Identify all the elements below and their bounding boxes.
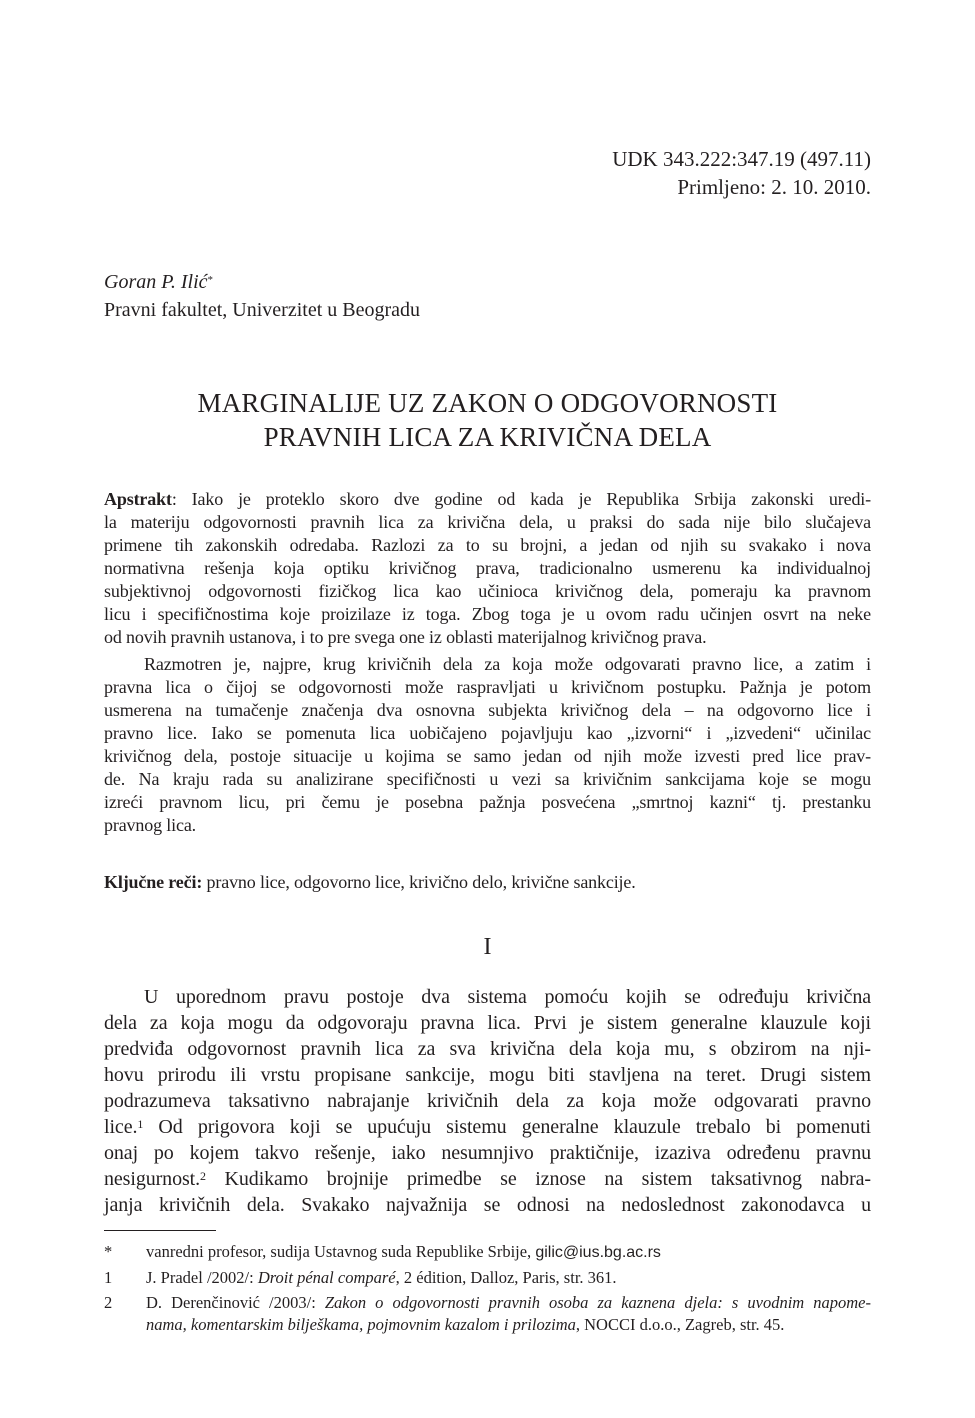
footnote-divider [104, 1230, 216, 1231]
abstract-line: Razmotren je, najpre, krug krivičnih dela za koja može odgovarati pravno lice, a zatim i [144, 654, 871, 674]
author-email-link[interactable]: gilic@ius.bg.ac.rs [535, 1244, 661, 1261]
title-line-1: MARGINALIJE UZ ZAKON O ODGOVORNOSTI [197, 388, 778, 418]
abstract [104, 488, 871, 837]
udk-code: UDK 343.222:347.19 (497.11) [612, 147, 871, 171]
title-line-2: PRAVNIH LICA ZA KRIVIČNA DELA [263, 422, 712, 452]
author-footnote-mark[interactable]: * [207, 274, 214, 286]
body-line: nesigurnost.$^2$ Kudikamo brojnije primedbe se iznose na sistem taksativnog nabra- [104, 1168, 871, 1190]
keywords [104, 871, 871, 894]
body-paragraph [104, 984, 871, 1218]
body-line: predviđa odgovornost pravnih lica za sva krivična dela koja mu, s obzirom na nji- [104, 1038, 871, 1060]
footnote-ref-2[interactable]: 2 [200, 1169, 206, 1183]
abstract-line: usmerena na tumačenje značenja dva osnovna subjekta krivičnog dela – na odgovorno lice i [104, 700, 871, 720]
abstract-line: de. Na kraju rada su analizirane specifičnosti u vezi sa krivičnim sankcijama koje se mogu [104, 769, 871, 789]
abstract-line: primene tih zakonskih odredaba. Razlozi za to su brojni, a jedan od njih su svakako i nova [104, 535, 871, 555]
abstract-line: licu i specifičnostima koje proizilaze iz toga. Zbog toga je u ovom radu učinjen osvrt na neke [104, 604, 871, 624]
abstract-line: la materiju odgovornosti pravnih lica za krivična dela, u praksi do sada nije bilo slučajeva [104, 512, 871, 532]
body-line: dela za koja mogu da odgovoraju pravna lica. Prvi je sistem generalne klauzule koji [104, 1012, 871, 1034]
body-line: hovu prirodu ili vrstu propisane sankcije, mogu biti stavljena na teret. Drugi sistem [104, 1064, 871, 1086]
abstract-line: krivičnog dela, postoje situacije u kojima se samo jedan od njih može izvesti pred lice prav- [104, 746, 871, 766]
abstract-line: izreći pravnom licu, pri čemu je posebna pažnja posvećena „smrtnoj kazni“ tj. prestanku [104, 792, 871, 812]
footnote-ref-1[interactable]: 1 [137, 1117, 144, 1131]
document-page: UDK 343.222:347.19 (497.11) Primljeno: 2. 10. 2010. Goran P. Ilić* Pravni fakultet, Univerzitet u Beogradu MARGINALIJE UZ ZAKON O ODGOVORNOSTI PRAVNIH LICA ZA KRIVIČNA DELA Apstrakt: Iako je proteklo skoro dve godine od kada je Republika Srbija zakonski uredi- la materiju odgovornosti pravnih lica za krivična dela, u praksi do sada nije bilo slučajeva primene tih zakonskih odredaba. Razlozi za to su brojni, a jedan od njih su svakako i nova normativna rešenja koja optiku krivičnog prava, tradicionalno usmerenu ka individualnoj subjektivnoj odgovornosti fizičkog lica kao učinioca krivičnog dela, pomeraju ka pravnom licu i specifičnostima koje proizilaze iz toga. Zbog toga je u ovom radu učinjen osvrt na neke od novih pravnih ustanova, i to pre svega one iz oblasti materijalnog krivičnog prava. Razmotren je, najpre, krug krivičnih dela za koja može odgovarati pravno lice, a zatim i pravna lica o čijoj se odgovornosti može raspravljati u krivičnom postupku. Pažnja je potom usmerena na tumačenje značenja dva osnovna subjekta krivičnog dela – na odgovorno lice i pravno lice. Iako se pomenuta lica uobičajeno pojavljuju kao „izvorni“ i „izvedeni“ učinilac krivičnog dela, postoje situacije u kojima se samo jedan od njih može izvesti pred lice prav- de. Na kraju rada su analizirane specifičnosti u vezi sa krivičnim sankcijama koje se mogu izreći pravnom licu, pri čemu je posebna pažnja posvećena „smrtnoj kazni“ tj. prestanku pravnog lica. Ključne reči: pravno lice, odgovorno lice, krivično delo, krivične sankcije. I U uporednom pravu postoje dva sistema pomoću kojih se određuju krivična dela za koja mogu da odgovoraju pravna lica. Prvi je sistem generalne klauzule koji predviđa odgovornost pravnih lica za sva krivična dela koja mu, s obzirom na nji- hovu prirodu ili vrstu propisane sankcije, mogu biti stavljena na teret. Drugi sistem podrazumeva taksativno nabrajanje krivičnih dela za koja može odgovarati pravno lice.$^1$ Od prigovora koji se upućuju sistemu generalne klauzule trebalo bi pomenuti onaj po kojem takvo rešenje, iako nesumnjivo praktičnije, izaziva određenu pravnu nesigurnost.$^2$ Kudikamo brojnije primedbe se iznose na sistem taksativnog nabra- janja krivičnih dela. Svakako najvažnija se odnosi na nedoslednost zakonodavca u * vanredni profesor, sudija Ustavnog suda Republike Srbije, gilic@ius.bg.ac.rs 1 J. Pradel /2002/: Droit pénal comparé, 2 édition, Dalloz, Paris, str. 361. 2 D. Derenčinović /2003/: Zakon o odgovornosti pravnih osoba za kaznena djela: s uvodnim napome- nama, komentarskim bilješkama, pojmovnim kazalom i prilozima, NOCCI d.o.o., Zagreb, str. 45. [0, 0, 975, 1418]
section-heading: I [483, 934, 492, 960]
body-line: U uporednom pravu postoje dva sistema pomoću kojih se određuju krivična [144, 986, 871, 1008]
keywords-text: pravno lice, odgovorno lice, krivično delo, krivične sankcije. [202, 872, 636, 892]
abstract-line: pravna lica o čijoj se odgovornosti može raspravljati u krivičnom postupku. Pažnja je potom [104, 677, 871, 697]
article-meta [612, 145, 871, 201]
author-block [104, 268, 420, 324]
abstract-line: pravnog lica. [104, 815, 197, 835]
abstract-line: od novih pravnih ustanova, i to pre svega one iz oblasti materijalnog krivičnog prava. [104, 627, 707, 647]
abstract-label: Apstrakt [104, 489, 172, 509]
body-line: onaj po kojem takvo rešenje, iako nesumnjivo praktičnije, izaziva određenu pravnu [104, 1142, 871, 1164]
body-line: lice.$^1$ Od prigovora koji se upućuju sistemu generalne klauzule trebalo bi pomenuti [104, 1116, 871, 1138]
keywords-label: Ključne reči: [104, 872, 203, 892]
body-line: janja krivičnih dela. Svakako najvažnija se odnosi na nedoslednost zakonodavca u [104, 1194, 871, 1216]
footnote-mark: * [104, 1242, 113, 1261]
footnote-mark: 2 [104, 1293, 113, 1312]
footnote-mark: 1 [104, 1268, 113, 1287]
abstract-line: subjektivnoj odgovornosti fizičkog lica kao učinioca krivičnog dela, pomeraju ka pravnom [104, 581, 871, 601]
body-line: podrazumeva taksativno nabrajanje krivičnih dela za koja može odgovarati pravno [104, 1090, 871, 1112]
abstract-line: Apstrakt: Iako je proteklo skoro dve godine od kada je Republika Srbija zakonski uredi- [104, 489, 871, 509]
article-title [104, 386, 871, 454]
abstract-line: pravno lice. Iako se pomenuta lica uobičajeno pojavljuju kao „izvorni“ i „izvedeni“ učinilac [104, 723, 871, 743]
received-date: Primljeno: 2. 10. 2010. [677, 175, 871, 199]
author-affiliation: Pravni fakultet, Univerzitet u Beogradu [104, 299, 421, 321]
abstract-line: normativna rešenja koja optiku krivičnog prava, tradicionalno usmerenu ka individualnoj [104, 558, 871, 578]
author-name: Goran P. Ilić [104, 271, 208, 293]
